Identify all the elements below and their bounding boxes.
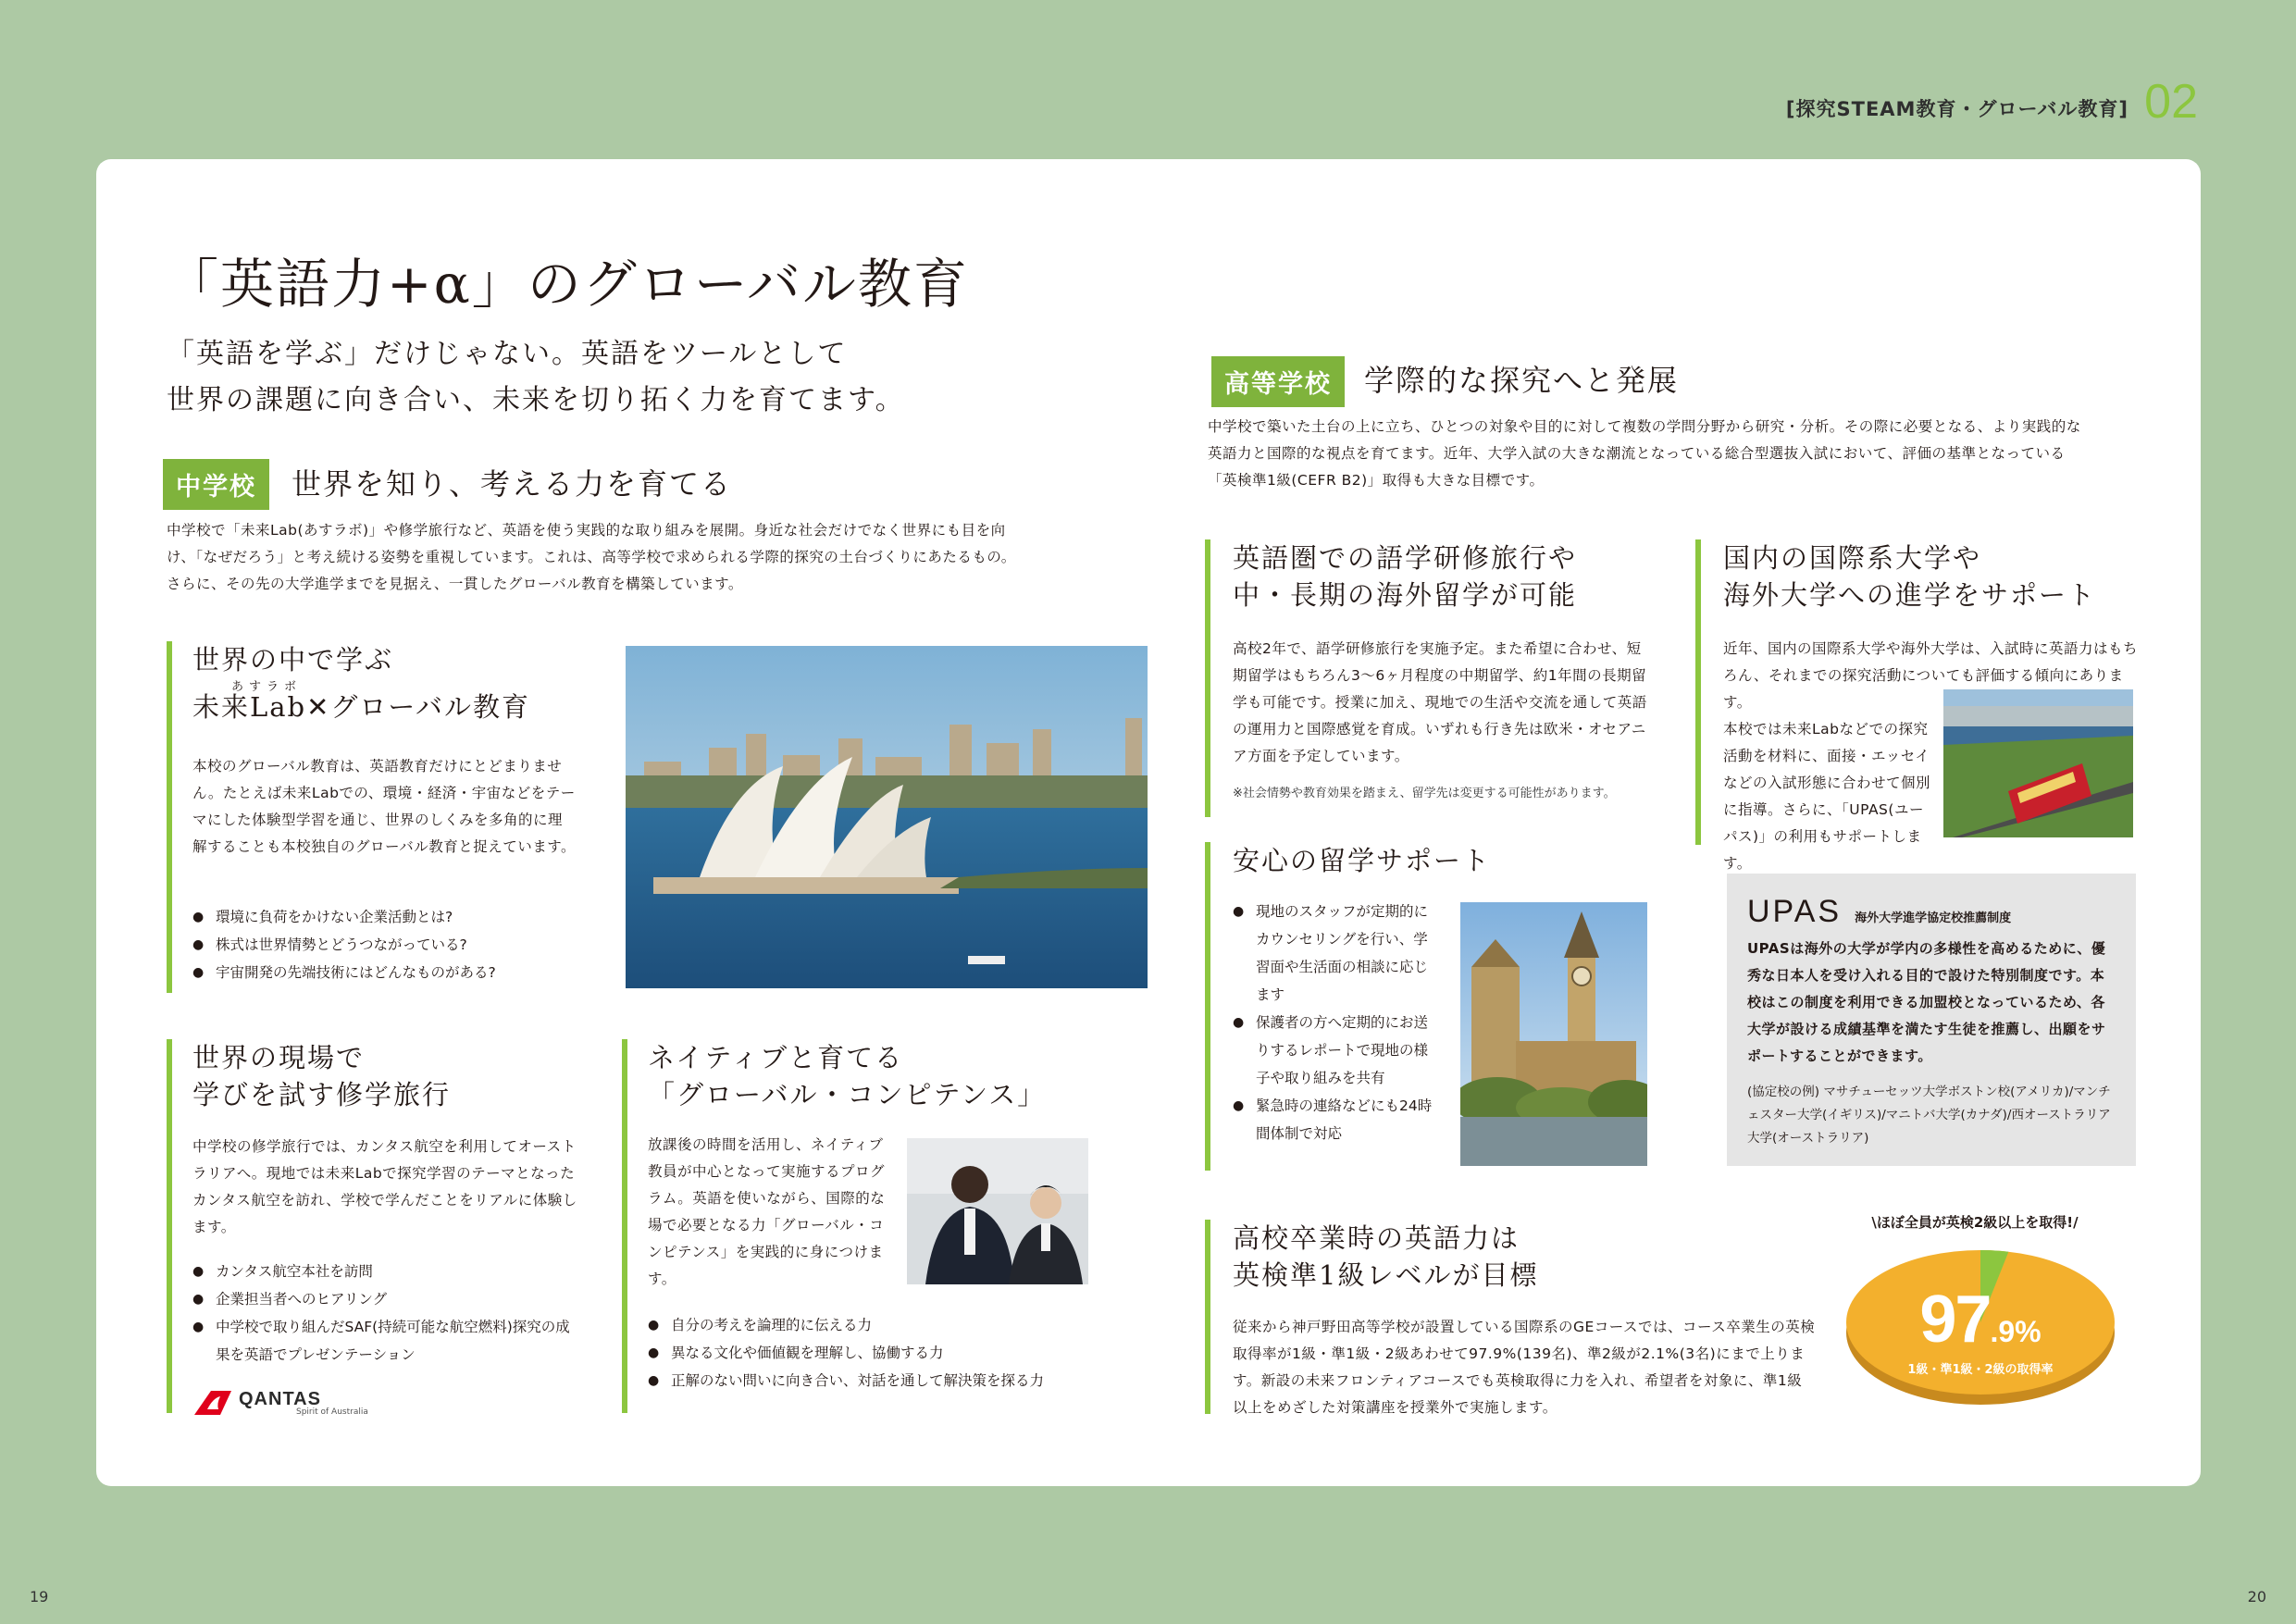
qantas-wordmark: QANTAS bbox=[239, 1389, 321, 1409]
lead-line: 「英語を学ぶ」だけじゃない。英語をツールとして bbox=[167, 338, 848, 370]
senior-box-study-abroad bbox=[1205, 539, 1673, 817]
upas-body: UPASは海外の大学が学内の多様性を高めるために、優秀な日本人を受け入れる目的で設けた特別制度です。本校はこの制度を利用できる加盟校となっているため、各大学が設ける成績基準を満たす生徒を推薦し、出願をサポートすることができます。 bbox=[1747, 940, 2106, 1064]
bullet-list bbox=[648, 1311, 1111, 1395]
bullet-list bbox=[192, 903, 570, 986]
box-body: 本校のグローバル教育は、英語教育だけにとどまりません。たとえば未来Labでの、環境・経済・宇宙などをテーマにした体験型学習を通じ、世界のしくみを多角的に理解することも本校独自のグローバル教育と捉えています。 bbox=[192, 758, 576, 855]
box-title: 高校卒業時の英語力は bbox=[1233, 1222, 1520, 1254]
junior-heading: 世界を知り、考える力を育てる bbox=[292, 466, 733, 502]
list-item: ● 環境に負荷をかけない企業活動とは? bbox=[192, 903, 570, 931]
kangaroo-icon bbox=[192, 1389, 233, 1417]
list-item: ● 緊急時の連絡などにも24時間体制で対応 bbox=[1233, 1092, 1436, 1147]
upas-title: UPAS bbox=[1747, 894, 1843, 929]
bullet-list bbox=[192, 1258, 581, 1369]
upas-subtitle: 海外大学進学協定校推薦制度 bbox=[1855, 911, 2012, 925]
page-number-left: 19 bbox=[30, 1588, 49, 1605]
list-item: ● 中学校で取り組んだSAF(持続可能な航空燃料)探究の成果を英語でプレゼンテーション bbox=[192, 1313, 581, 1369]
box-subtitle: 学びを試す修学旅行 bbox=[192, 1079, 452, 1110]
list-item: ● 宇宙開発の先端技術にはどんなものがある? bbox=[192, 959, 570, 986]
box-subtitle: 中・長期の海外留学が可能 bbox=[1233, 579, 1578, 611]
stat-pie bbox=[1842, 1245, 2119, 1407]
list-item: ● 現地のスタッフが定期的にカウンセリングを行い、学習面や生活面の相談に応じます bbox=[1233, 898, 1436, 1009]
junior-box-mirai bbox=[167, 641, 576, 993]
big-ben-photo bbox=[1460, 902, 1647, 1166]
box-title: ネイティブと育てる bbox=[648, 1042, 904, 1073]
lead-line: 世界の課題に向き合い、未来を切り拓く力を育てます。 bbox=[167, 384, 905, 416]
box-subtitle: 未来Lab✕グローバル教育 bbox=[192, 691, 530, 723]
stat-big: 97 bbox=[1919, 1283, 1991, 1357]
box-title: 世界の現場で bbox=[192, 1042, 366, 1073]
section-label: [探究STEAM教育・グローバル教育] bbox=[1785, 98, 2128, 120]
box-title: 国内の国際系大学や bbox=[1723, 542, 1982, 574]
box-subtitle: 「グローバル・コンピテンス」 bbox=[648, 1079, 1047, 1110]
list-item: ● 株式は世界情勢とどうつながっている? bbox=[192, 931, 570, 959]
stat-label: 1級・準1級・2級の取得率 bbox=[1907, 1363, 2054, 1377]
sydney-opera-house-photo bbox=[626, 646, 1148, 988]
box-body: 近年、国内の国際系大学や海外大学は、入試時に英語力はもちろん、それまでの探究活動についても評価する傾向にあります。 bbox=[1723, 640, 2139, 711]
list-item: ● カンタス航空本社を訪問 bbox=[192, 1258, 581, 1285]
box-title: 安心の留学サポート bbox=[1233, 845, 1492, 876]
stat-value bbox=[1842, 1282, 2119, 1357]
cable-car-photo bbox=[1943, 689, 2133, 837]
list-item: ● 企業担当者へのヒアリング bbox=[192, 1285, 581, 1313]
list-item: ● 保護者の方へ定期的にお送りするレポートで現地の様子や取り組みを共有 bbox=[1233, 1009, 1436, 1092]
list-item: ● 正解のない問いに向き合い、対話を通して解決策を探る力 bbox=[648, 1367, 1111, 1395]
lead-text bbox=[167, 331, 905, 424]
box-note: ※社会情勢や教育効果を踏まえ、留学先は変更する可能性があります。 bbox=[1233, 787, 1616, 800]
upas-examples: (協定校の例) マサチューセッツ大学ボストン校(アメリカ)/マンチェスター大学(イギリス)/マニトバ大学(カナダ)/西オーストラリア大学(オーストラリア) bbox=[1747, 1085, 2111, 1146]
ruby-text: あすラボ bbox=[231, 680, 303, 694]
box-body-side: 本校では未来Labなどでの探究活動を材料に、面接・エッセイなどの入試形態に合わせて個別に指導。さらに、「UPAS(ユーパス)」の利用もサポートします。 bbox=[1723, 721, 1931, 872]
box-body: 放課後の時間を活用し、ネイティブ教員が中心となって実施するプログラム。英語を使いながら、国際的な場で必要となる力「グローバル・コンピテンス」を実践的に身につけます。 bbox=[648, 1136, 886, 1287]
list-item: ● 異なる文化や価値観を理解し、協働する力 bbox=[648, 1339, 1111, 1367]
stat-caption: \ほぼ全員が英検2級以上を取得!/ bbox=[1871, 1214, 2079, 1231]
upas-panel bbox=[1727, 874, 2136, 1166]
senior-body: 中学校で築いた土台の上に立ち、ひとつの対象や目的に対して複数の学問分野から研究・分析。その際に必要となる、より実践的な英語力と国際的な視点を育てます。近年、大学入試の大きな潮流となっている総合型選抜入試において、評価の基準となっている「英検準1級(CEFR B2)」取得も大きな目標です。 bbox=[1208, 418, 2081, 489]
senior-box-eiken bbox=[1205, 1220, 1840, 1414]
junior-tag: 中学校 bbox=[163, 459, 269, 510]
senior-tag: 高等学校 bbox=[1211, 356, 1345, 407]
box-title: 世界の中で学ぶ bbox=[192, 644, 394, 676]
box-title: 英語圏での語学研修旅行や bbox=[1233, 542, 1578, 574]
qantas-logo bbox=[192, 1389, 607, 1417]
junior-body: 中学校で「未来Lab(あすラボ)」や修学旅行など、英語を使う実践的な取り組みを展開。身近な社会だけでなく世界にも目を向け、「なぜだろう」と考え続ける姿勢を重視しています。これは、高等学校で求められる学際的探究の土台づくりにあたるもの。さらに、その先の大学進学までを見据え、一貫したグローバル教育を構築しています。 bbox=[167, 522, 1016, 592]
list-item: ● 自分の考えを論理的に伝える力 bbox=[648, 1311, 1111, 1339]
qantas-tagline: Spirit of Australia bbox=[296, 1407, 368, 1417]
box-body: 従来から神戸野田高等学校が設置している国際系のGEコースでは、コース卒業生の英検取得率が1級・準1級・2級あわせて97.9%(139名)、準2級が2.1%(3名)にまで上ります。新設の未来フロンティアコースでも英検取得に力を入れ、希望者を対象に、準1級以上をめざした対策講座を授業外で実施します。 bbox=[1233, 1319, 1816, 1416]
section-number: 02 bbox=[2144, 75, 2198, 129]
box-subtitle: 英検準1級レベルが目標 bbox=[1233, 1259, 1539, 1291]
stat-small: .9% bbox=[1990, 1315, 2042, 1348]
bullet-list bbox=[1233, 898, 1436, 1147]
box-body: 高校2年で、語学研修旅行を実施予定。また希望に合わせ、短期留学はもちろん3〜6ヶ月程度の中期留学、約1年間の長期留学も可能です。授業に加え、現地での生活や交流を通して英語の運用力と国際感覚を育成。いずれも行き先は欧米・オセアニア方面を予定しています。 bbox=[1233, 640, 1647, 764]
box-subtitle: 海外大学への進学をサポート bbox=[1723, 579, 2097, 611]
native-teacher-photo bbox=[907, 1138, 1088, 1284]
box-body: 中学校の修学旅行では、カンタス航空を利用してオーストラリアへ。現地では未来Labで探究学習のテーマとなったカンタス航空を訪れ、学校で学んだことをリアルに体験します。 bbox=[192, 1138, 577, 1235]
junior-box-trip bbox=[167, 1039, 607, 1417]
page-number-right: 20 bbox=[2247, 1588, 2266, 1605]
page-title: 「英語力+α」のグローバル教育 bbox=[165, 253, 969, 316]
senior-heading: 学際的な探究へと発展 bbox=[1364, 363, 1680, 398]
